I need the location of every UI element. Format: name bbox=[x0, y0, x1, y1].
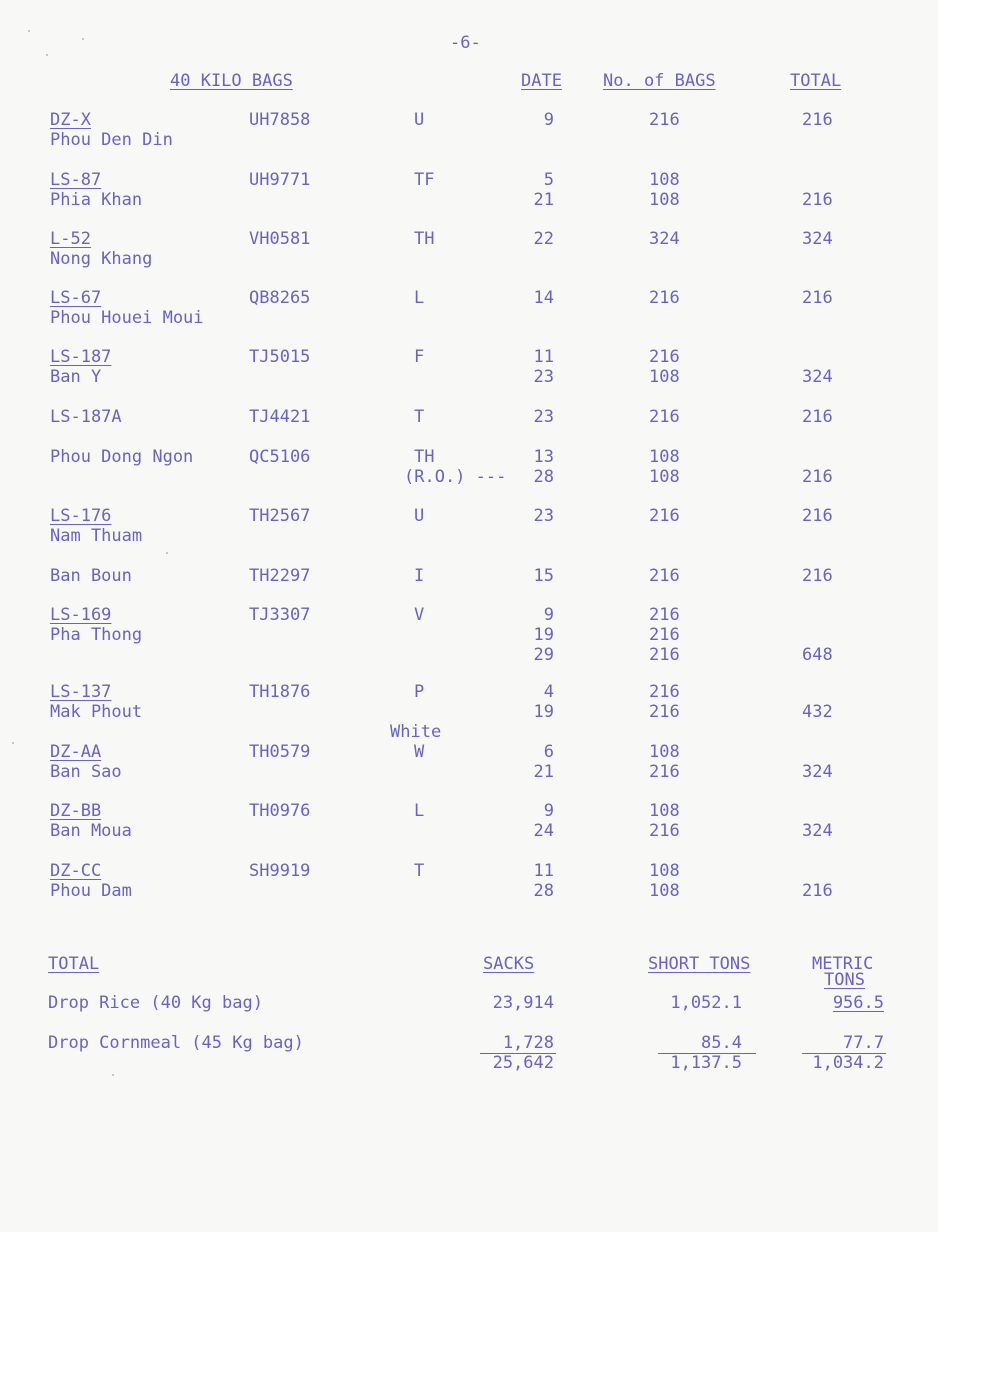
row-bags: 108 bbox=[649, 367, 680, 387]
grand-short-tons: 1,137.5 bbox=[670, 1053, 742, 1073]
page-number: -6- bbox=[450, 33, 481, 53]
row-total: 216 bbox=[802, 506, 833, 526]
scan-speck bbox=[166, 552, 168, 554]
row-code: L bbox=[414, 288, 425, 308]
row-bags: 216 bbox=[649, 645, 680, 665]
row-site: Phou Dong Ngon bbox=[50, 447, 194, 467]
row-site: DZ-X bbox=[50, 110, 91, 130]
row-bags: 216 bbox=[649, 110, 680, 130]
row-bags: 108 bbox=[649, 190, 680, 210]
row-date: 24 bbox=[533, 821, 554, 841]
row-name: Nong Khang bbox=[50, 249, 153, 269]
header-bags: 40 KILO BAGS bbox=[170, 71, 293, 91]
row-code: U bbox=[414, 110, 425, 130]
row-coordinate: TH2297 bbox=[249, 566, 311, 586]
row-total: 648 bbox=[802, 645, 833, 665]
row-name: Ban Y bbox=[50, 367, 102, 387]
rice-sacks: 23,914 bbox=[492, 993, 554, 1013]
row-coordinate: TH0579 bbox=[249, 742, 311, 762]
row-code-above: White bbox=[390, 722, 442, 742]
row-bags: 108 bbox=[649, 447, 680, 467]
cornmeal-short-tons: 85.4 bbox=[701, 1033, 742, 1053]
row-name: Phou Dam bbox=[50, 881, 132, 901]
row-name: Nam Thuam bbox=[50, 526, 143, 546]
row-date: 13 bbox=[533, 447, 554, 467]
header-date: DATE bbox=[521, 71, 562, 91]
row-code: L bbox=[414, 801, 425, 821]
scan-speck bbox=[112, 1074, 114, 1076]
row-coordinate: TJ5015 bbox=[249, 347, 311, 367]
row-bags: 216 bbox=[649, 407, 680, 427]
row-date: 21 bbox=[533, 762, 554, 782]
row-site: LS-169 bbox=[50, 605, 112, 625]
grand-sacks: 25,642 bbox=[492, 1053, 554, 1073]
row-date: 11 bbox=[533, 861, 554, 881]
row-code: TH bbox=[414, 447, 435, 467]
cornmeal-metric: 77.7 bbox=[843, 1033, 884, 1053]
row-date: 23 bbox=[533, 506, 554, 526]
row-bags: 216 bbox=[649, 702, 680, 722]
summary-short-tons-header: SHORT TONS bbox=[648, 954, 751, 974]
row-site: LS-67 bbox=[50, 288, 102, 308]
row-code: T bbox=[414, 861, 425, 881]
row-total: 216 bbox=[802, 467, 833, 487]
row-bags: 324 bbox=[649, 229, 680, 249]
row-date: 14 bbox=[533, 288, 554, 308]
row-code: TF bbox=[414, 170, 435, 190]
row-bags: 108 bbox=[649, 170, 680, 190]
row-date: 23 bbox=[533, 367, 554, 387]
row-bags: 216 bbox=[649, 682, 680, 702]
row-coordinate: SH9919 bbox=[249, 861, 311, 881]
row-date: 19 bbox=[533, 625, 554, 645]
summary-metric-header-2: TONS bbox=[824, 970, 865, 990]
row-total: 216 bbox=[802, 566, 833, 586]
row-date: 11 bbox=[533, 347, 554, 367]
row-code-note: (R.O.) --- bbox=[404, 467, 507, 487]
row-bags: 216 bbox=[649, 506, 680, 526]
cornmeal-label: Drop Cornmeal (45 Kg bag) bbox=[48, 1033, 304, 1053]
row-date: 15 bbox=[533, 566, 554, 586]
row-bags: 216 bbox=[649, 821, 680, 841]
row-coordinate: UH7858 bbox=[249, 110, 311, 130]
row-total: 216 bbox=[802, 288, 833, 308]
row-date: 29 bbox=[533, 645, 554, 665]
row-bags: 108 bbox=[649, 881, 680, 901]
row-code: U bbox=[414, 506, 425, 526]
row-total: 324 bbox=[802, 762, 833, 782]
row-code: F bbox=[414, 347, 425, 367]
row-coordinate: TH0976 bbox=[249, 801, 311, 821]
row-code: W bbox=[414, 742, 425, 762]
row-bags: 216 bbox=[649, 347, 680, 367]
row-name: Phou Den Din bbox=[50, 130, 173, 150]
row-total: 324 bbox=[802, 367, 833, 387]
row-date: 4 bbox=[543, 682, 554, 702]
row-bags: 108 bbox=[649, 801, 680, 821]
row-name: Phou Houei Moui bbox=[50, 308, 204, 328]
row-total: 432 bbox=[802, 702, 833, 722]
row-date: 23 bbox=[533, 407, 554, 427]
row-site: LS-137 bbox=[50, 682, 112, 702]
row-total: 324 bbox=[802, 821, 833, 841]
row-date: 19 bbox=[533, 702, 554, 722]
row-bags: 216 bbox=[649, 288, 680, 308]
row-bags: 108 bbox=[649, 742, 680, 762]
row-code: TH bbox=[414, 229, 435, 249]
row-site: LS-187 bbox=[50, 347, 112, 367]
rice-metric: 956.5 bbox=[832, 993, 884, 1013]
row-code: P bbox=[414, 682, 425, 702]
scan-speck bbox=[12, 742, 14, 744]
row-bags: 108 bbox=[649, 861, 680, 881]
row-site: L-52 bbox=[50, 229, 91, 249]
header-total: TOTAL bbox=[790, 71, 842, 91]
row-name: Pha Thong bbox=[50, 625, 143, 645]
row-coordinate: QB8265 bbox=[249, 288, 311, 308]
row-site: DZ-CC bbox=[50, 861, 102, 881]
row-name: Mak Phout bbox=[50, 702, 143, 722]
row-total: 216 bbox=[802, 190, 833, 210]
row-date: 28 bbox=[533, 881, 554, 901]
row-date: 9 bbox=[543, 110, 554, 130]
header-no-of-bags: No. of BAGS bbox=[603, 71, 716, 91]
row-bags: 216 bbox=[649, 625, 680, 645]
row-bags: 108 bbox=[649, 467, 680, 487]
summary-metric-header-1: METRIC bbox=[812, 954, 874, 974]
row-coordinate: TJ4421 bbox=[249, 407, 311, 427]
row-date: 9 bbox=[543, 605, 554, 625]
row-coordinate: TH2567 bbox=[249, 506, 311, 526]
row-code: T bbox=[414, 407, 425, 427]
summary-label: TOTAL bbox=[48, 954, 100, 974]
row-coordinate: TH1876 bbox=[249, 682, 311, 702]
row-coordinate: TJ3307 bbox=[249, 605, 311, 625]
scan-speck bbox=[82, 38, 84, 40]
rice-short-tons: 1,052.1 bbox=[670, 993, 742, 1013]
row-coordinate: QC5106 bbox=[249, 447, 311, 467]
summary-sacks-header: SACKS bbox=[483, 954, 535, 974]
row-date: 21 bbox=[533, 190, 554, 210]
row-bags: 216 bbox=[649, 566, 680, 586]
row-site: DZ-BB bbox=[50, 801, 102, 821]
row-code: V bbox=[414, 605, 425, 625]
row-date: 5 bbox=[543, 170, 554, 190]
scan-speck bbox=[46, 54, 48, 56]
row-coordinate: VH0581 bbox=[249, 229, 311, 249]
row-date: 9 bbox=[543, 801, 554, 821]
row-total: 324 bbox=[802, 229, 833, 249]
row-total: 216 bbox=[802, 407, 833, 427]
row-name: Phia Khan bbox=[50, 190, 143, 210]
row-total: 216 bbox=[802, 881, 833, 901]
row-bags: 216 bbox=[649, 605, 680, 625]
scan-speck bbox=[28, 30, 30, 32]
row-site: LS-187A bbox=[50, 407, 122, 427]
row-bags: 216 bbox=[649, 762, 680, 782]
rice-label: Drop Rice (40 Kg bag) bbox=[48, 993, 263, 1013]
row-site: DZ-AA bbox=[50, 742, 102, 762]
row-site: LS-176 bbox=[50, 506, 112, 526]
cornmeal-sacks: 1,728 bbox=[502, 1033, 554, 1053]
row-date: 6 bbox=[543, 742, 554, 762]
row-site: Ban Boun bbox=[50, 566, 132, 586]
row-code: I bbox=[414, 566, 425, 586]
row-date: 28 bbox=[533, 467, 554, 487]
row-name: Ban Moua bbox=[50, 821, 132, 841]
row-name: Ban Sao bbox=[50, 762, 122, 782]
row-site: LS-87 bbox=[50, 170, 102, 190]
row-date: 22 bbox=[533, 229, 554, 249]
row-total: 216 bbox=[802, 110, 833, 130]
row-coordinate: UH9771 bbox=[249, 170, 311, 190]
grand-metric: 1,034.2 bbox=[812, 1053, 884, 1073]
